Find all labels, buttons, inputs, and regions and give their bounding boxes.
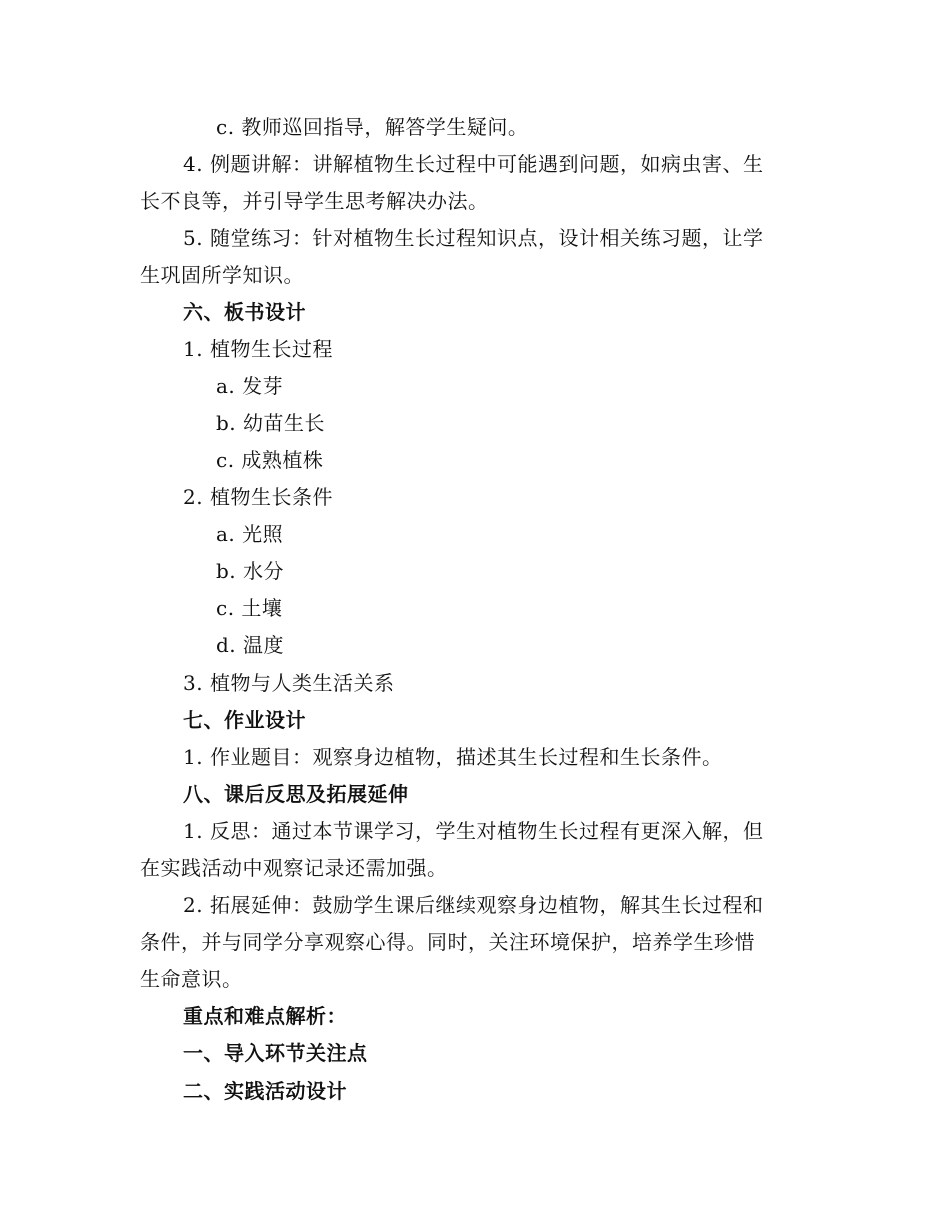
section-heading: 二、实践活动设计	[183, 1079, 347, 1103]
text-line: 4. 例题讲解：讲解植物生长过程中可能遇到问题，如病虫害、生	[183, 152, 764, 176]
text-line: 在实践活动中观察记录还需加强。	[140, 856, 448, 880]
text-line: 2. 拓展延伸：鼓励学生课后继续观察身边植物，解其生长过程和	[183, 893, 764, 917]
section-heading: 七、作业设计	[183, 708, 306, 732]
list-item: 1. 作业题目：观察身边植物，描述其生长过程和生长条件。	[183, 745, 723, 769]
text-line: 条件，并与同学分享观察心得。同时，关注环境保护，培养学生珍惜	[140, 930, 755, 954]
list-item: 3. 植物与人类生活关系	[183, 671, 395, 695]
list-item: a. 发芽	[216, 374, 284, 398]
section-heading: 一、导入环节关注点	[183, 1041, 368, 1065]
text-line: 5. 随堂练习：针对植物生长过程知识点，设计相关练习题，让学	[183, 226, 764, 250]
text-line: 生巩固所学知识。	[140, 263, 304, 287]
list-item: d. 温度	[216, 633, 285, 657]
list-item: c. 成熟植株	[216, 448, 324, 472]
list-item: b. 水分	[216, 559, 285, 583]
list-item: a. 光照	[216, 522, 284, 546]
list-item: b. 幼苗生长	[216, 411, 326, 435]
text-line: 1. 反思：通过本节课学习，学生对植物生长过程有更深入解，但	[183, 819, 764, 843]
text-line: 长不良等，并引导学生思考解决办法。	[140, 189, 489, 213]
text-line: 生命意识。	[140, 967, 243, 991]
section-heading: 重点和难点解析：	[183, 1004, 347, 1028]
section-heading: 六、板书设计	[183, 300, 306, 324]
list-item: 2. 植物生长条件	[183, 485, 333, 509]
section-heading: 八、课后反思及拓展延伸	[183, 782, 409, 806]
list-item: 1. 植物生长过程	[183, 337, 333, 361]
list-item: c. 土壤	[216, 596, 283, 620]
text-line: c. 教师巡回指导，解答学生疑问。	[216, 115, 529, 139]
